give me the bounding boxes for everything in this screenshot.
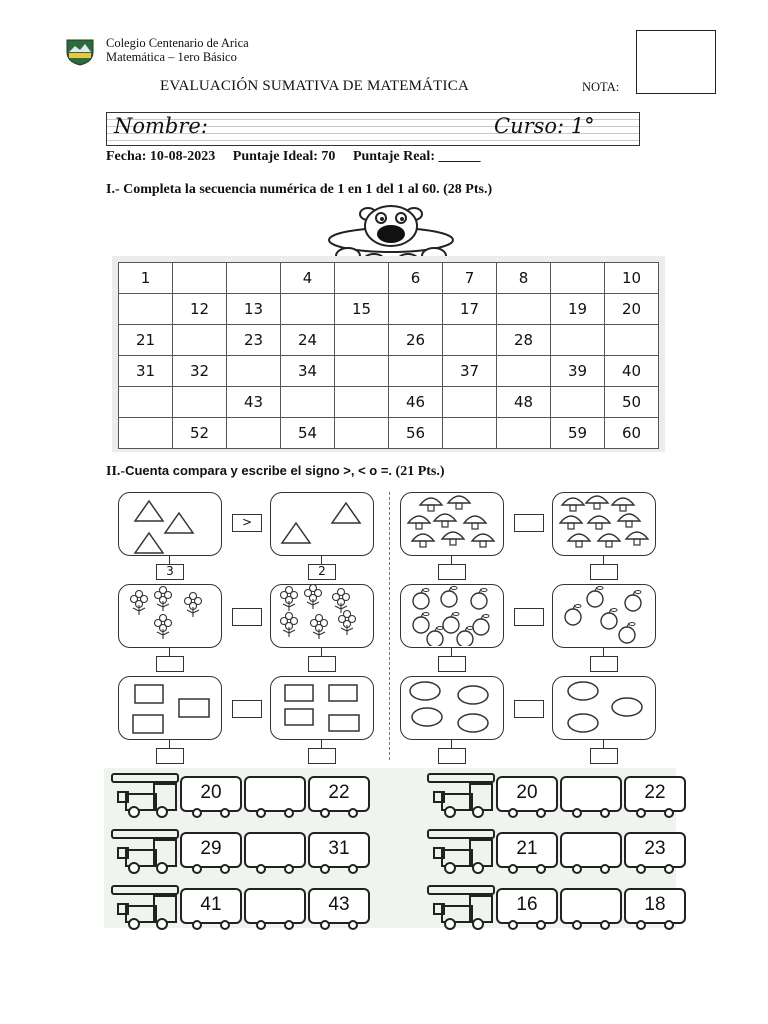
count-box[interactable]: 3 (156, 564, 184, 580)
sign-box[interactable] (514, 608, 544, 626)
count-box[interactable] (308, 748, 336, 764)
wheel-icon (536, 864, 546, 874)
grid-cell: 6 (389, 263, 443, 294)
flowers-panel-drawing (271, 585, 372, 646)
wheel-icon (256, 920, 266, 930)
section2-title (106, 463, 445, 480)
train-car-blank[interactable] (244, 888, 306, 924)
puntaje-ideal-text: Puntaje Ideal: 70 (232, 149, 336, 164)
grid-row (119, 387, 659, 418)
count-box[interactable] (438, 564, 466, 580)
number-grid (118, 262, 659, 449)
grid-cell: 48 (497, 387, 551, 418)
train-car-number: 18 (624, 888, 686, 924)
triangles-3-panel-drawing (119, 493, 220, 554)
train-car-number: 21 (496, 832, 558, 868)
locomotive-icon (424, 828, 496, 874)
circles-panel (400, 676, 504, 740)
mushrooms-panel-drawing (553, 493, 654, 554)
grid-blank-cell[interactable] (173, 325, 227, 356)
wheel-icon (220, 808, 230, 818)
wheel-icon (664, 920, 674, 930)
grid-row (119, 263, 659, 294)
count-connector (603, 556, 604, 564)
grid-blank-cell[interactable] (227, 356, 281, 387)
train-car-number: 31 (308, 832, 370, 868)
count-box[interactable] (590, 564, 618, 580)
grid-cell: 19 (551, 294, 605, 325)
school-name: Colegio Centenario de Arica (106, 36, 249, 50)
count-connector (451, 556, 452, 564)
count-connector (451, 648, 452, 656)
grid-blank-cell[interactable] (497, 418, 551, 449)
train-car-blank[interactable] (560, 776, 622, 812)
grid-cell: 12 (173, 294, 227, 325)
count-box[interactable]: 2 (308, 564, 336, 580)
train-car-blank[interactable] (244, 832, 306, 868)
grade-box[interactable] (636, 30, 716, 94)
flowers-panel (118, 584, 222, 648)
section2-instruction: Cuenta compara y escribe el signo >, < o =. (125, 463, 393, 478)
count-box[interactable] (438, 656, 466, 672)
name-label: Nombre: (114, 114, 208, 138)
wheel-icon (192, 864, 202, 874)
course-name: Matemática – 1ero Básico (106, 50, 237, 64)
grid-cell: 24 (281, 325, 335, 356)
circles-panel-drawing (401, 677, 502, 738)
grid-cell: 13 (227, 294, 281, 325)
grid-blank-cell[interactable] (497, 356, 551, 387)
grid-blank-cell[interactable] (335, 325, 389, 356)
wheel-icon (284, 864, 294, 874)
count-box[interactable] (156, 748, 184, 764)
train-car-number: 20 (496, 776, 558, 812)
grid-cell: 10 (605, 263, 659, 294)
grid-cell: 17 (443, 294, 497, 325)
flowers-panel (270, 584, 374, 648)
count-connector (603, 648, 604, 656)
wheel-icon (536, 920, 546, 930)
grid-blank-cell[interactable] (335, 418, 389, 449)
sign-box[interactable] (232, 608, 262, 626)
wheel-icon (536, 808, 546, 818)
grid-cell: 34 (281, 356, 335, 387)
apples-panel-drawing (401, 585, 502, 646)
sign-box[interactable] (514, 514, 544, 532)
wheel-icon (636, 864, 646, 874)
school-info (106, 36, 249, 64)
count-box[interactable] (308, 656, 336, 672)
grid-blank-cell[interactable] (443, 418, 497, 449)
grid-blank-cell[interactable] (335, 356, 389, 387)
grid-cell: 20 (605, 294, 659, 325)
grid-cell: 56 (389, 418, 443, 449)
nota-label: NOTA: (582, 80, 620, 94)
triangles-3-panel (118, 492, 222, 556)
wheel-icon (192, 920, 202, 930)
grid-cell: 8 (497, 263, 551, 294)
grid-cell: 7 (443, 263, 497, 294)
grid-cell: 28 (497, 325, 551, 356)
section2-points: (21 Pts.) (395, 464, 445, 479)
sign-box[interactable]: > (232, 514, 262, 532)
squares-panel-drawing (271, 677, 372, 738)
grid-cell: 1 (119, 263, 173, 294)
circles-panel (552, 676, 656, 740)
train-car-number: 22 (624, 776, 686, 812)
train-car-blank[interactable] (560, 832, 622, 868)
locomotive-icon (108, 772, 180, 818)
count-connector (321, 556, 322, 564)
grid-blank-cell[interactable] (281, 387, 335, 418)
flowers-panel-drawing (119, 585, 220, 646)
grid-blank-cell[interactable] (227, 418, 281, 449)
grid-blank-cell[interactable] (119, 387, 173, 418)
wheel-icon (508, 808, 518, 818)
school-logo (64, 38, 96, 66)
grid-cell: 46 (389, 387, 443, 418)
grid-cell: 23 (227, 325, 281, 356)
train-car-number: 22 (308, 776, 370, 812)
grid-blank-cell[interactable] (173, 387, 227, 418)
wheel-icon (220, 864, 230, 874)
grid-blank-cell[interactable] (443, 325, 497, 356)
grid-blank-cell[interactable] (551, 325, 605, 356)
wheel-icon (320, 808, 330, 818)
wheel-icon (348, 808, 358, 818)
count-connector (169, 648, 170, 656)
grid-blank-cell[interactable] (497, 294, 551, 325)
locomotive-icon (424, 772, 496, 818)
wheel-icon (320, 864, 330, 874)
grid-row (119, 418, 659, 449)
count-connector (169, 740, 170, 748)
wheel-icon (192, 808, 202, 818)
sign-box[interactable] (232, 700, 262, 718)
info-line (106, 149, 480, 165)
grid-cell: 26 (389, 325, 443, 356)
wheel-icon (508, 864, 518, 874)
count-connector (321, 740, 322, 748)
count-connector (321, 648, 322, 656)
grid-row (119, 325, 659, 356)
train-car-number: 29 (180, 832, 242, 868)
page-title: EVALUACIÓN SUMATIVA DE MATEMÁTICA (160, 78, 469, 94)
wheel-icon (600, 808, 610, 818)
sign-box[interactable] (514, 700, 544, 718)
wheel-icon (284, 808, 294, 818)
grid-blank-cell[interactable] (335, 263, 389, 294)
grid-blank-cell[interactable] (173, 263, 227, 294)
locomotive-icon (108, 828, 180, 874)
locomotive-icon (424, 884, 496, 930)
trains-area (104, 768, 676, 928)
grid-cell: 52 (173, 418, 227, 449)
grid-cell: 40 (605, 356, 659, 387)
grid-row (119, 356, 659, 387)
section2-prefix: II.- (106, 464, 126, 479)
grid-cell: 4 (281, 263, 335, 294)
locomotive-icon (108, 884, 180, 930)
grid-blank-cell[interactable] (281, 294, 335, 325)
train-car-blank[interactable] (560, 888, 622, 924)
train-car-number: 23 (624, 832, 686, 868)
wheel-icon (664, 808, 674, 818)
apples-panel-drawing (553, 585, 654, 646)
train-car-number: 20 (180, 776, 242, 812)
grid-blank-cell[interactable] (551, 263, 605, 294)
circles-panel-drawing (553, 677, 654, 738)
train-car-number: 41 (180, 888, 242, 924)
count-box[interactable] (590, 656, 618, 672)
puntaje-real-text: Puntaje Real: ______ (352, 149, 481, 164)
count-connector (451, 740, 452, 748)
grid-blank-cell[interactable] (389, 294, 443, 325)
wheel-icon (600, 920, 610, 930)
grid-blank-cell[interactable] (389, 356, 443, 387)
triangles-2-panel (270, 492, 374, 556)
grid-blank-cell[interactable] (443, 387, 497, 418)
count-box[interactable] (438, 748, 466, 764)
grid-blank-cell[interactable] (551, 387, 605, 418)
squares-panel (118, 676, 222, 740)
wheel-icon (636, 920, 646, 930)
grid-cell: 50 (605, 387, 659, 418)
grid-blank-cell[interactable] (227, 263, 281, 294)
grid-blank-cell[interactable] (119, 418, 173, 449)
grid-blank-cell[interactable] (335, 387, 389, 418)
fecha-text: Fecha: 10-08-2023 (106, 149, 216, 164)
count-box[interactable] (156, 656, 184, 672)
wheel-icon (572, 920, 582, 930)
grid-cell: 21 (119, 325, 173, 356)
grid-cell: 31 (119, 356, 173, 387)
apples-panel (552, 584, 656, 648)
grid-blank-cell[interactable] (605, 325, 659, 356)
mushrooms-panel-drawing (401, 493, 502, 554)
curso-label: Curso: 1° (494, 114, 595, 138)
train-car-number: 16 (496, 888, 558, 924)
count-connector (169, 556, 170, 564)
grid-cell: 43 (227, 387, 281, 418)
grid-cell: 15 (335, 294, 389, 325)
wheel-icon (636, 808, 646, 818)
wheel-icon (256, 864, 266, 874)
wheel-icon (348, 920, 358, 930)
train-car-number: 43 (308, 888, 370, 924)
train-car-blank[interactable] (244, 776, 306, 812)
wheel-icon (600, 864, 610, 874)
grid-row (119, 294, 659, 325)
grid-cell: 32 (173, 356, 227, 387)
grid-cell: 39 (551, 356, 605, 387)
count-connector (603, 740, 604, 748)
section-divider (389, 492, 390, 760)
wheel-icon (220, 920, 230, 930)
wheel-icon (320, 920, 330, 930)
triangles-2-panel-drawing (271, 493, 372, 554)
grid-blank-cell[interactable] (119, 294, 173, 325)
section1-title: I.- Completa la secuencia numérica de 1 en 1 del 1 al 60. (28 Pts.) (106, 182, 493, 197)
mushrooms-panel (400, 492, 504, 556)
apples-panel (400, 584, 504, 648)
squares-panel-drawing (119, 677, 220, 738)
wheel-icon (348, 864, 358, 874)
grid-cell: 60 (605, 418, 659, 449)
grid-cell: 59 (551, 418, 605, 449)
wheel-icon (664, 864, 674, 874)
wheel-icon (572, 864, 582, 874)
wheel-icon (284, 920, 294, 930)
mushrooms-panel (552, 492, 656, 556)
wheel-icon (256, 808, 266, 818)
count-box[interactable] (590, 748, 618, 764)
wheel-icon (508, 920, 518, 930)
squares-panel (270, 676, 374, 740)
grid-cell: 54 (281, 418, 335, 449)
grid-cell: 37 (443, 356, 497, 387)
wheel-icon (572, 808, 582, 818)
